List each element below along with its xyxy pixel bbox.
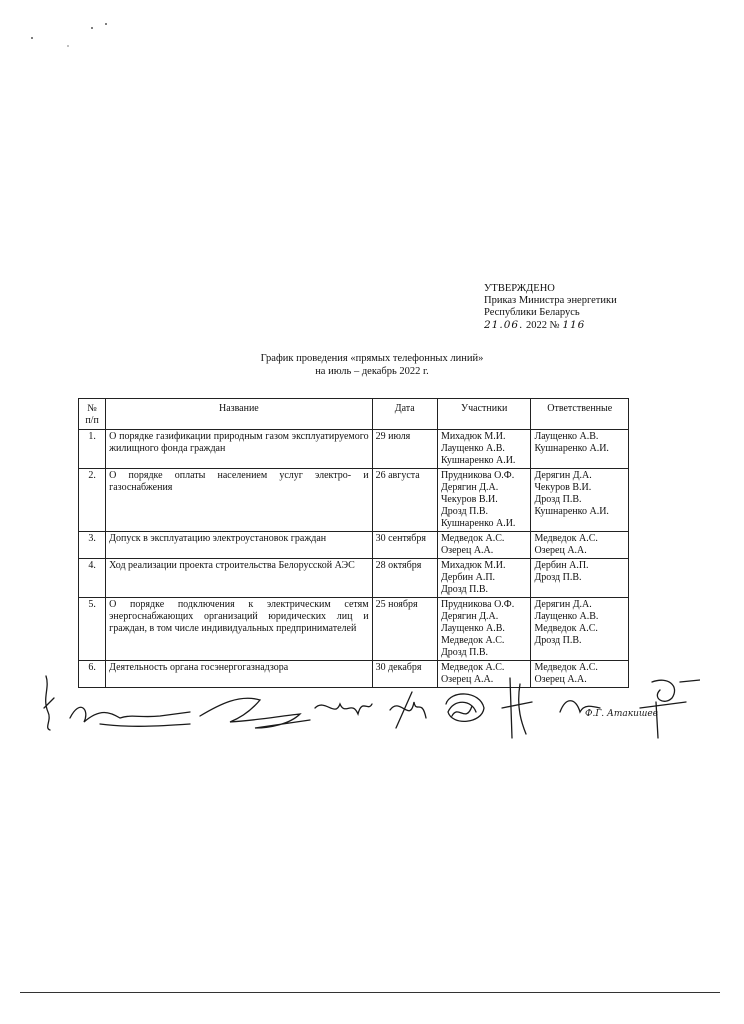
row-name: Деятельность органа госэнергогазнадзора <box>106 661 372 688</box>
participant-name: Лаущенко А.В. <box>440 443 505 454</box>
approval-heading: УТВЕРЖДЕНО <box>484 283 555 294</box>
responsible-name: Кушнаренко А.И. <box>534 443 609 454</box>
signature-2 <box>70 707 190 726</box>
row-responsible <box>531 559 629 598</box>
schedule-table <box>78 398 629 688</box>
table-header-row <box>79 399 629 430</box>
scan-specks <box>30 20 110 53</box>
row-date: 25 ноября <box>372 598 437 661</box>
participant-name: Кушнаренко А.И. <box>440 455 516 466</box>
row-date: 29 июля <box>372 430 437 469</box>
responsible-name: Медведок А.С. <box>534 623 598 634</box>
row-participants <box>437 430 531 469</box>
row-participants <box>437 532 531 559</box>
row-date: 26 августа <box>372 469 437 532</box>
table-row <box>79 559 629 598</box>
title-line-2: на июль – декабрь 2022 г. <box>315 366 429 377</box>
table-body <box>79 430 629 688</box>
participant-name: Озерец А.А. <box>440 545 494 556</box>
row-name: Допуск в эксплуатацию электроустановок граждан <box>106 532 372 559</box>
row-participants <box>437 469 531 532</box>
responsible-name: Дерягин Д.А. <box>534 599 592 610</box>
row-participants <box>437 598 531 661</box>
signature-5 <box>390 692 426 728</box>
bottom-scan-edge <box>20 992 720 993</box>
table-row <box>79 469 629 532</box>
participant-name: Дербин А.П. <box>440 572 496 583</box>
participant-name: Дерягин Д.А. <box>440 611 499 622</box>
signature-7 <box>502 678 532 738</box>
approval-date-line <box>484 319 617 332</box>
signature-handwritten-text: Ф.Г. Атакишев <box>585 709 658 719</box>
row-number: 1. <box>79 430 106 469</box>
signatures-area <box>40 668 700 748</box>
responsible-name: Дербин А.П. <box>534 560 589 571</box>
approval-line-2: Республики Беларусь <box>484 307 580 318</box>
approval-date-handwritten: 21.06. <box>484 319 524 331</box>
row-responsible <box>531 532 629 559</box>
row-responsible <box>531 598 629 661</box>
table-row <box>79 430 629 469</box>
row-responsible <box>531 469 629 532</box>
signature-6 <box>446 694 484 721</box>
table-row <box>79 598 629 661</box>
row-date: 30 декабря <box>372 661 437 688</box>
scan-specks-graphic <box>30 20 110 50</box>
participant-name: Михадюк М.И. <box>440 560 506 571</box>
signatures-graphic <box>40 668 700 748</box>
row-participants <box>437 559 531 598</box>
responsible-name: Дерягин Д.А. <box>534 470 592 481</box>
participant-name: Чекуров В.И. <box>440 494 498 505</box>
row-name: О порядке подключения к электрическим сетям энергоснабжающих организаций юридических лиц и граждан, в том числе индивидуальных предпринимателей <box>106 598 372 661</box>
row-responsible <box>531 430 629 469</box>
participant-name: Прудникова О.Ф. <box>440 599 515 610</box>
responsible-name: Озерец А.А. <box>534 545 587 556</box>
participant-name: Дрозд П.В. <box>440 647 489 658</box>
participant-name: Медведок А.С. <box>440 662 505 673</box>
header-date: Дата <box>372 399 437 430</box>
row-date: 30 сентября <box>372 532 437 559</box>
participant-name: Дерягин Д.А. <box>440 482 499 493</box>
row-number: 3. <box>79 532 106 559</box>
row-number: 2. <box>79 469 106 532</box>
signature-4 <box>315 704 372 714</box>
participant-name: Медведок А.С. <box>440 533 505 544</box>
responsible-name: Дрозд П.В. <box>534 572 582 583</box>
approval-block <box>484 283 617 332</box>
participant-name: Прудникова О.Ф. <box>440 470 515 481</box>
participant-name: Дрозд П.В. <box>440 584 489 595</box>
document-title <box>0 352 744 378</box>
header-responsible: Ответственные <box>531 399 629 430</box>
responsible-name: Озерец А.А. <box>534 674 587 685</box>
header-participants: Участники <box>437 399 531 430</box>
responsible-name: Дрозд П.В. <box>534 635 582 646</box>
row-number: 4. <box>79 559 106 598</box>
responsible-name: Медведок А.С. <box>534 533 598 544</box>
signature-3 <box>200 698 310 728</box>
participant-name: Лаущенко А.В. <box>440 623 505 634</box>
row-name: О порядке оплаты населением услуг электро- и газоснабжения <box>106 469 372 532</box>
header-num: № п/п <box>79 399 106 430</box>
approval-date-printed: 2022 № <box>526 320 560 331</box>
approval-line-1: Приказ Министра энергетики <box>484 295 617 306</box>
row-date: 28 октября <box>372 559 437 598</box>
row-number: 6. <box>79 661 106 688</box>
participant-name: Озерец А.А. <box>440 674 494 685</box>
row-name: Ход реализации проекта строительства Белорусской АЭС <box>106 559 372 598</box>
title-line-1: График проведения «прямых телефонных линий» <box>260 353 484 364</box>
header-name: Название <box>106 399 372 430</box>
responsible-name: Кушнаренко А.И. <box>534 506 609 517</box>
signature-1 <box>44 676 54 730</box>
responsible-name: Дрозд П.В. <box>534 494 582 505</box>
participant-name: Медведок А.С. <box>440 635 505 646</box>
responsible-name: Медведок А.С. <box>534 662 598 673</box>
approval-number-handwritten: 116 <box>562 319 586 331</box>
table-row <box>79 532 629 559</box>
participant-name: Кушнаренко А.И. <box>440 518 516 529</box>
row-number: 5. <box>79 598 106 661</box>
responsible-name: Лаущенко А.В. <box>534 431 599 442</box>
participant-name: Михадюк М.И. <box>440 431 506 442</box>
participant-name: Дрозд П.В. <box>440 506 489 517</box>
row-name: О порядке газификации природным газом эксплуатируемого жилищного фонда граждан <box>106 430 372 469</box>
responsible-name: Чекуров В.И. <box>534 482 592 493</box>
responsible-name: Лаущенко А.В. <box>534 611 599 622</box>
